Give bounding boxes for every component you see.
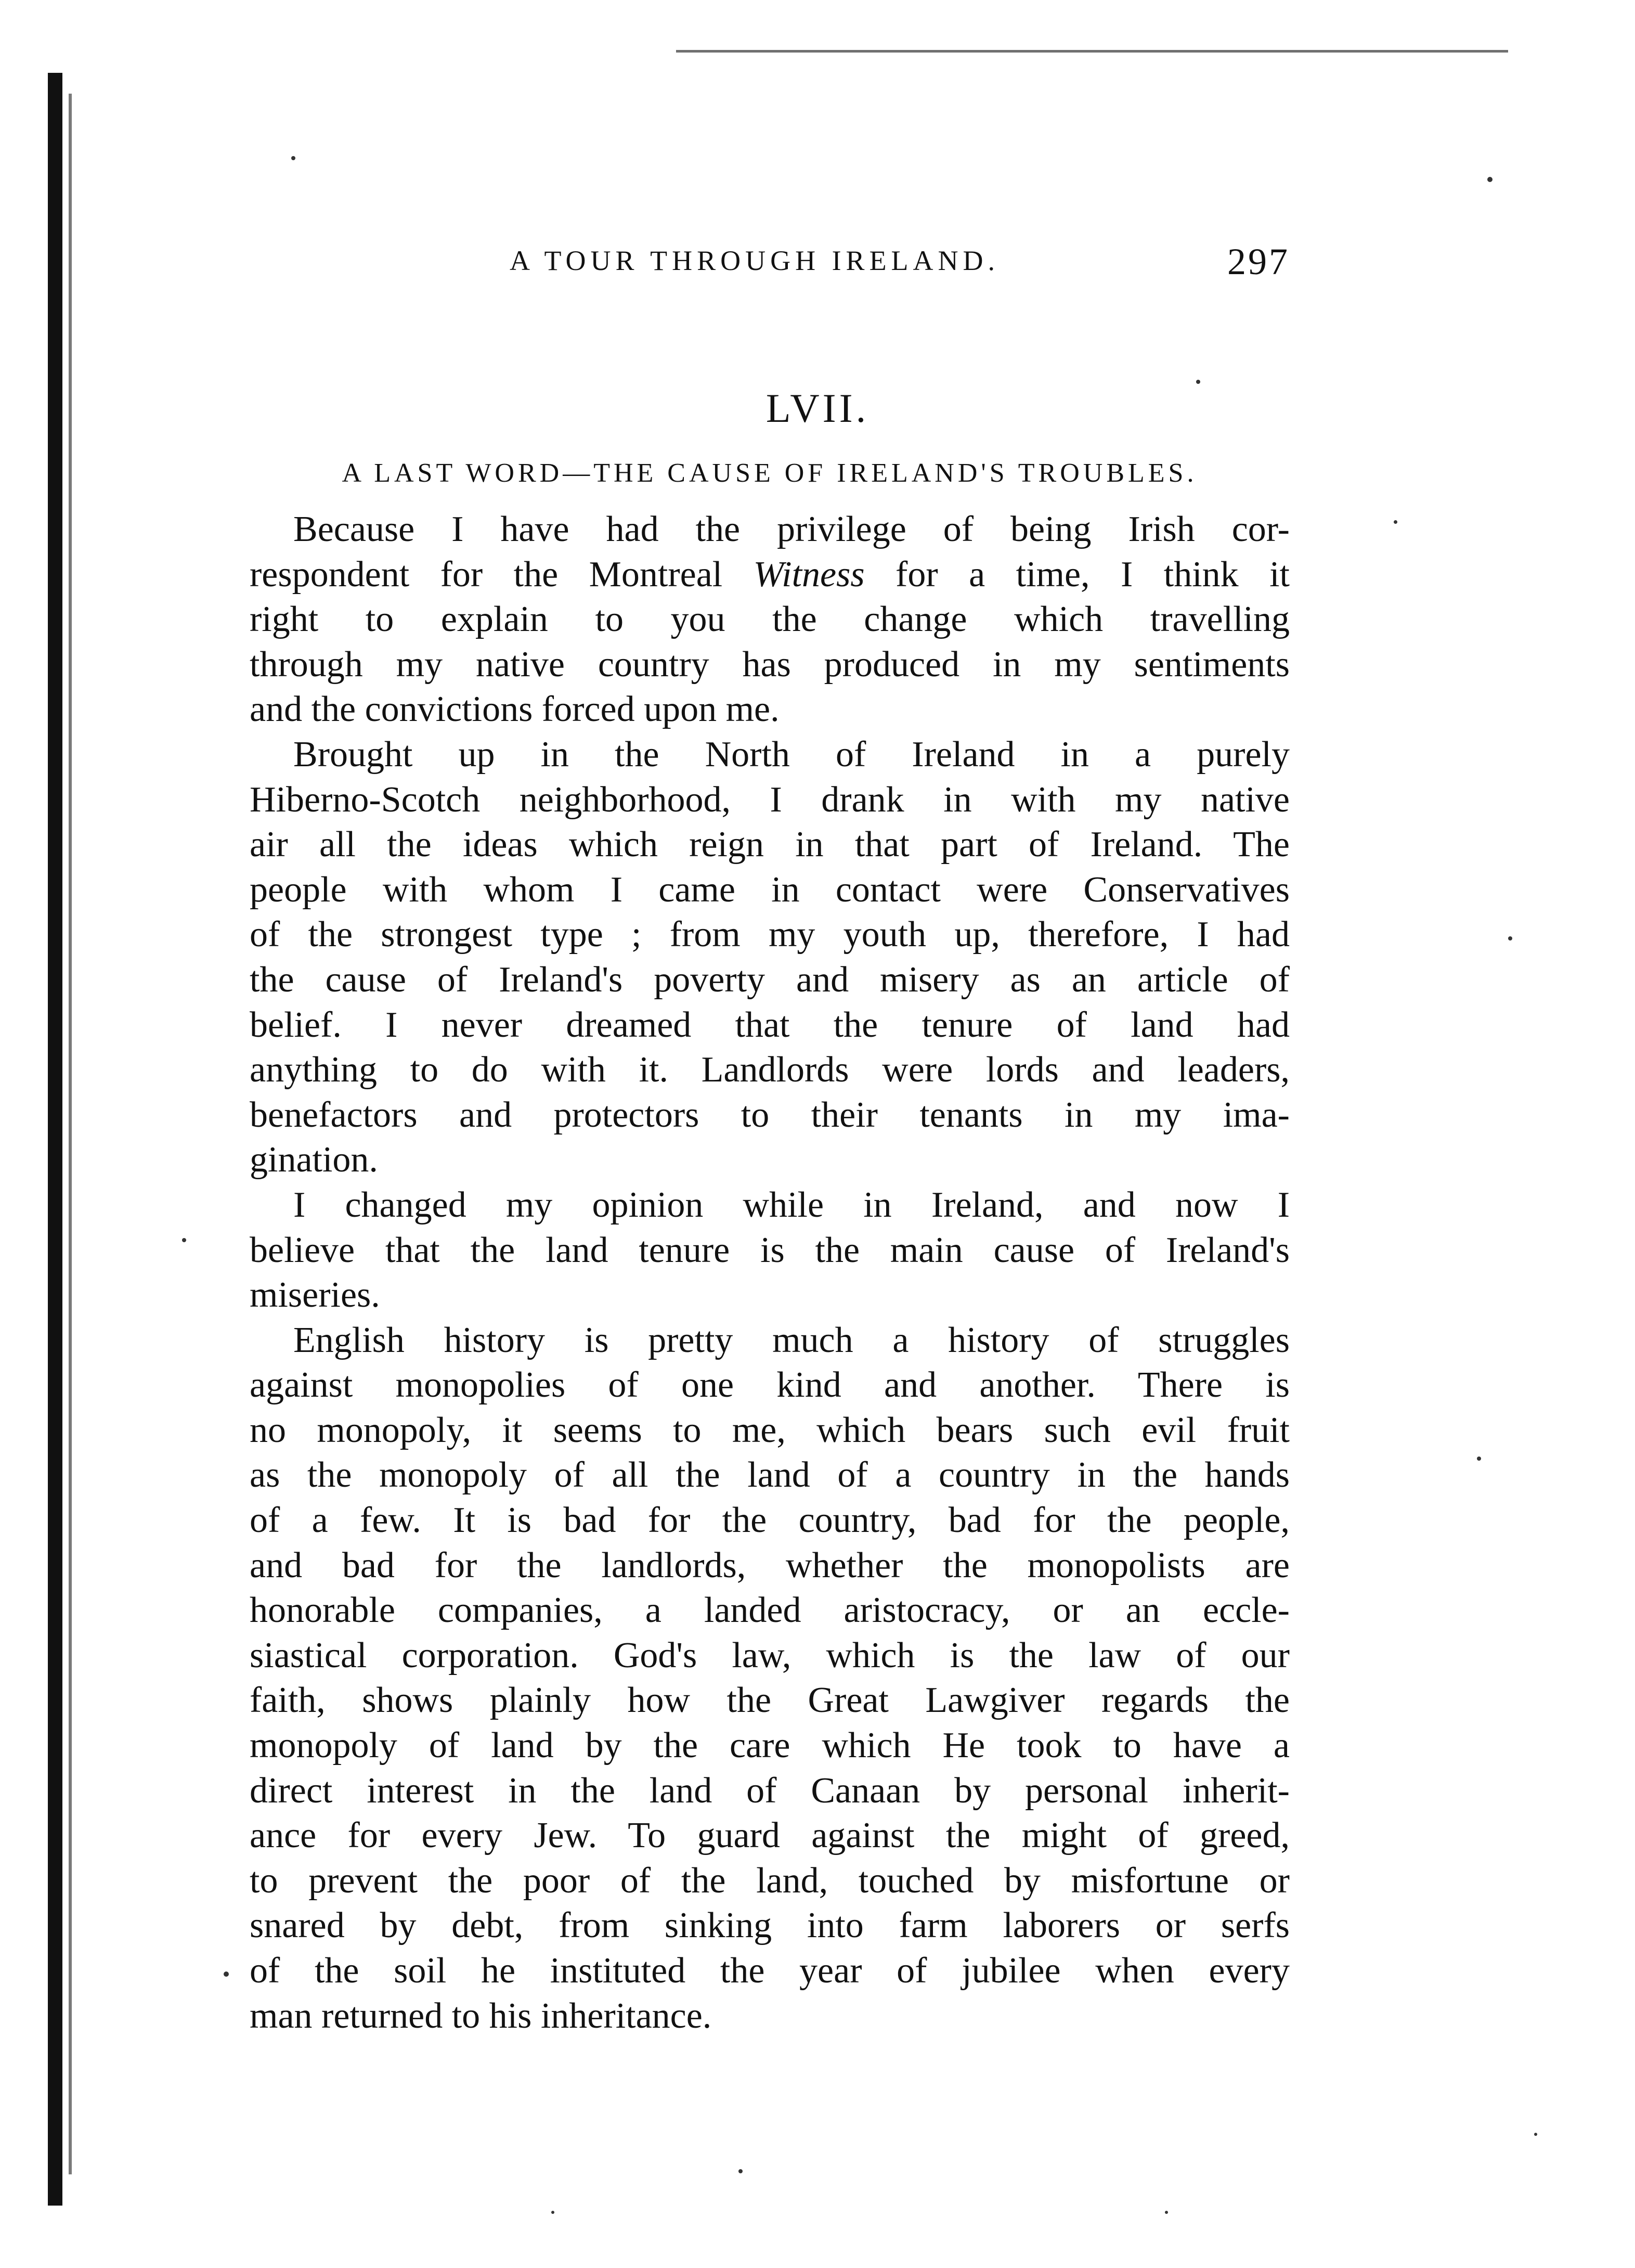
text-line: no monopoly, it seems to me, which bears such evil fruit	[250, 1410, 1290, 1450]
text-line: of a few. It is bad for the country, bad for the people,	[250, 1500, 1290, 1541]
text-line: benefactors and protectors to their tenants in my ima-	[250, 1094, 1290, 1135]
text-line: faith, shows plainly how the Great Lawgiver regards the	[250, 1680, 1290, 1721]
text-line: siastical corporation. God's law, which is the law of our	[250, 1635, 1290, 1676]
text-line: Brought up in the North of Ireland in a purely	[293, 734, 1290, 775]
text-line: Hiberno-Scotch neighborhood, I drank in with my native	[250, 779, 1290, 820]
text-line: ance for every Jew. To guard against the might of greed,	[250, 1815, 1290, 1856]
text-line: and the convictions forced upon me.	[250, 689, 780, 730]
text-line: respondent for the Montreal Witness for a time, I think it	[250, 554, 1290, 595]
text-line: English history is pretty much a history of struggles	[293, 1320, 1290, 1360]
running-head	[250, 241, 1290, 286]
text-line: as the monopoly of all the land of a country in the hands	[250, 1455, 1290, 1496]
text-line: direct interest in the land of Canaan by personal inherit-	[250, 1770, 1290, 1811]
text-line: believe that the land tenure is the main cause of Ireland's	[250, 1230, 1290, 1270]
text-line: belief. I never dreamed that the tenure of land had	[250, 1004, 1290, 1045]
text-line: air all the ideas which reign in that part of Ireland. The	[250, 824, 1290, 865]
text-line: I changed my opinion while in Ireland, and now I	[293, 1184, 1290, 1225]
chapter-number: LVII.	[765, 385, 870, 431]
text-line: people with whom I came in contact were Conservatives	[250, 869, 1290, 910]
running-title: A TOUR THROUGH IRELAND.	[510, 245, 1000, 276]
text-line: snared by debt, from sinking into farm laborers or serfs	[250, 1905, 1290, 1946]
text-line: the cause of Ireland's poverty and misery as an article of	[250, 959, 1290, 1000]
chapter-title: A LAST WORD—THE CAUSE OF IRELAND'S TROUBLES.	[342, 458, 1198, 488]
text-line: man returned to his inheritance.	[250, 1995, 712, 2036]
text-line: right to explain to you the change which travelling	[250, 599, 1290, 640]
text-line: monopoly of land by the care which He took to have a	[250, 1725, 1290, 1766]
text-line: gination.	[250, 1140, 378, 1180]
text-line: miseries.	[250, 1275, 380, 1316]
text-line: against monopolies of one kind and another. There is	[250, 1365, 1290, 1406]
text-line: of the strongest type ; from my youth up, therefore, I had	[250, 914, 1290, 955]
text-line: to prevent the poor of the land, touched by misfortune or	[250, 1860, 1290, 1901]
text-line: Because I have had the privilege of being Irish cor-	[293, 509, 1290, 549]
page-number: 297	[1227, 241, 1290, 282]
text-line: honorable companies, a landed aristocracy, or an eccle-	[250, 1590, 1290, 1631]
page-top-edge	[676, 50, 1508, 53]
text-line: through my native country has produced in my sentiments	[250, 644, 1290, 685]
body-text	[250, 507, 1290, 2039]
text-line: anything to do with it. Landlords were lords and leaders,	[250, 1050, 1290, 1090]
text-line: and bad for the landlords, whether the monopolists are	[250, 1545, 1290, 1586]
text-line: of the soil he instituted the year of jubilee when every	[250, 1951, 1290, 1991]
